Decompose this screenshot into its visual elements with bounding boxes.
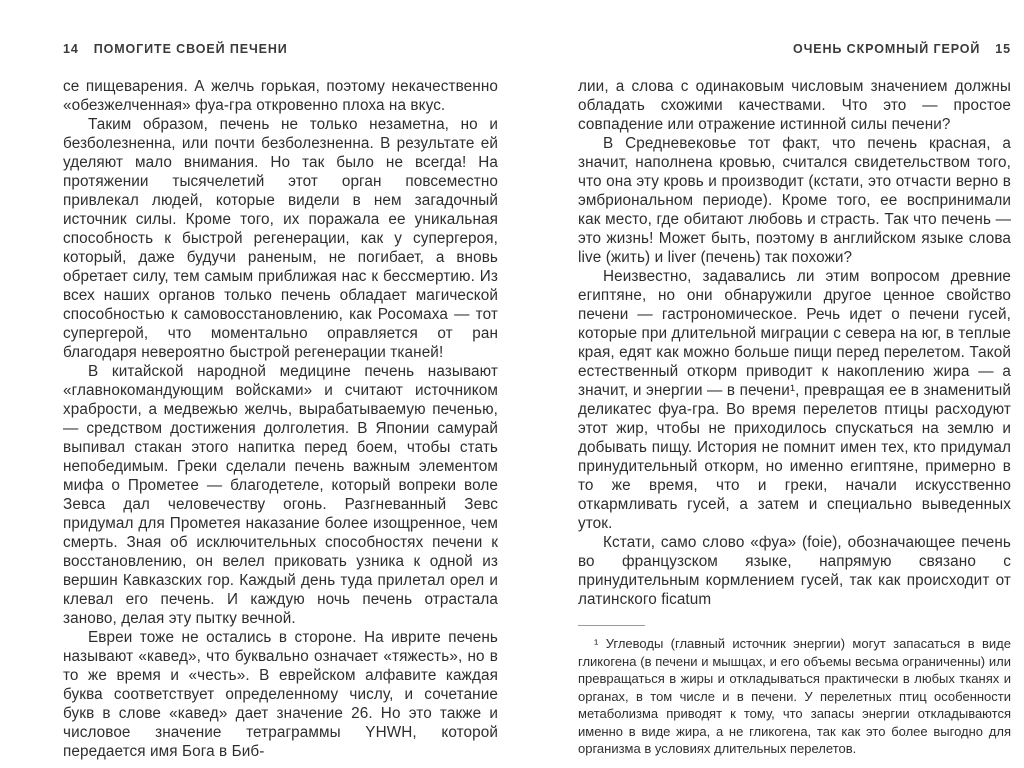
paragraph: Кстати, само слово «фуа» (foie), обозначающее печень во французском языке, напрямую связано с принудительным кормлением гусей, так как происходит от латинского ficatum xyxy=(578,534,1011,608)
paragraph: Неизвестно, задавались ли этим вопросом древние египтяне, но они обнаружили другое ценное свойство печени — гастрономическое. Речь идет о печени гусей, которые при длительной миграции с севера на юг, в теплые края, едят как можно больше пищи перед перелетом. Такой естественный откорм приводит к накоплению жира — а значит, и энергии — в печени¹, превращая ее в знаменитый деликатес фуа-гра. Во время перелетов птицы расходуют этот жир, чтобы не приходилось спускаться на землю и добывать пищу. История не помнит имен тех, кто придумал принудительный откорм, но именно египтяне, примерно в то же время, что и греки, начали искусственно откармливать гусей, а затем и специально выведенных уток. xyxy=(578,268,1011,532)
body-text-left xyxy=(63,77,498,761)
paragraph: Евреи тоже не остались в стороне. На иврите печень называют «кавед», что буквально означает «тяжесть», но в то же время и «честь». В еврейском алфавите каждая буква соответствует определенному числу, и сочетание букв в слове «кавед» дает значение 26. Но это также и числовое значение тетраграммы YHWH, которой передается имя Бога в Биб- xyxy=(63,629,498,760)
paragraph: се пищеварения. А желчь горькая, поэтому некачественно «обезжелченная» фуа-гра откровенно плоха на вкус. xyxy=(63,78,498,114)
page-left xyxy=(63,42,498,761)
running-title-right: ОЧЕНЬ СКРОМНЫЙ ГЕРОЙ xyxy=(792,42,981,56)
paragraph: лии, а слова с одинаковым числовым значением должны обладать схожими качествами. Что это — простое совпадение или отражение истинной силы печени? xyxy=(578,78,1011,133)
running-head-right xyxy=(578,42,1011,56)
paragraph: В китайской народной медицине печень называют «главнокомандующим войсками» и считают источником храбрости, а медвежью желчь, вырабатываемую печенью, — средством достижения долголетия. В Японии самурай выпивал стакан этого напитка перед боем, чтобы стать непобедимым. Греки сделали печень важным элементом мифа о Прометее — благодетеле, который вопреки воле Зевса дал человечеству огонь. Разгневанный Зевс придумал для Прометея наказание более изощренное, чем смерть. Зная об исключительных способностях печени к восстановлению, он велел приковать узника к одной из вершин Кавказских гор. Каждый день туда прилетал орел и клевал его печень. И каждую ночь печень отрастала заново, делая эту пытку вечной. xyxy=(63,363,498,627)
body-text-right xyxy=(578,77,1011,609)
running-title-left: ПОМОГИТЕ СВОЕЙ ПЕЧЕНИ xyxy=(93,42,288,56)
page-right xyxy=(578,42,1011,758)
footnote-text: ¹ Углеводы (главный источник энергии) могут запасаться в виде гликогена (в печени и мышцах, и его объемы весьма ограниченны) или превращаться в жиры и откладываться практически в любых тканях и органах, в том числе и в печени. У перелетных птиц особенности метаболизма приводят к тому, что запасы энергии откладываются именно в виде жира, а не гликогена, так как это более выгодно для организма в условиях длительных перелетов. xyxy=(578,636,1011,756)
page-number-left: 14 xyxy=(63,42,79,56)
paragraph: Таким образом, печень не только незаметна, но и безболезненна, или почти безболезненна. В результате ей уделяют мало внимания. Но так было не всегда! На протяжении тысячелетий этот орган повсеместно привлекал людей, которые видели в нем загадочный источник силы. Кроме того, их поражала ее уникальная способность к быстрой регенерации, как у супергероя, который, даже будучи раненым, не погибает, а вновь обретает силу, тем самым приближая нас к бессмертию. Из всех наших органов только печень обладает магической способностью к самовосстановлению, как Росомаха — тот супергерой, что моментально оправляется от ран благодаря невероятно быстрой регенерации тканей! xyxy=(63,116,498,361)
running-head-left xyxy=(63,42,498,56)
footnote-divider xyxy=(578,625,645,626)
page-number-right: 15 xyxy=(995,42,1011,56)
paragraph: В Средневековье тот факт, что печень красная, а значит, наполнена кровью, считался свидетельством того, что она эту кровь и производит (кстати, это отчасти верно в эмбриональном периоде). Кроме того, ее воспринимали как место, где обитают любовь и страсть. Так что печень — это жизнь! Может быть, поэтому в английском языке слова live (жить) и liver (печень) так похожи? xyxy=(578,135,1011,266)
